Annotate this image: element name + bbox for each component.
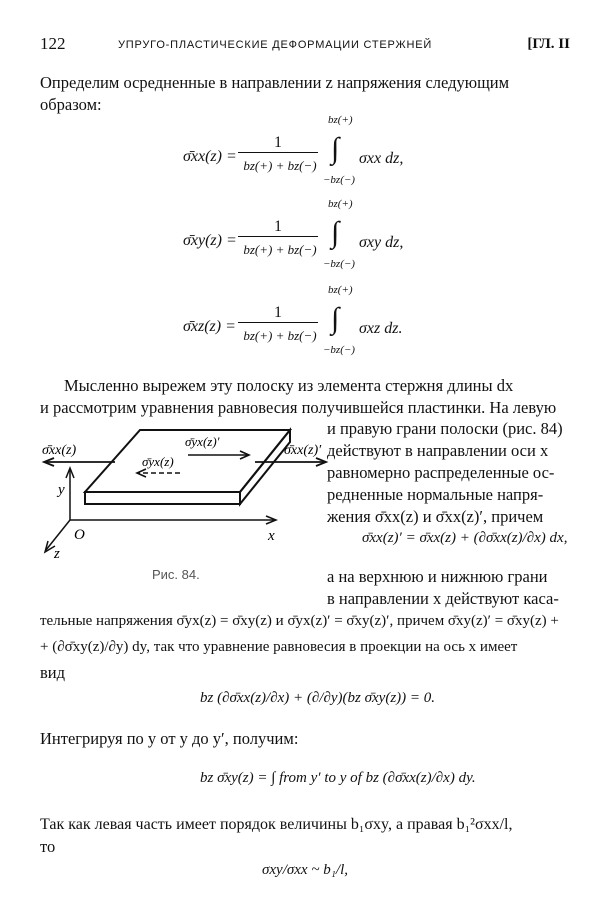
eq3-lhs: σ̄xz(z) =: [183, 318, 236, 335]
para3-line5: вид: [40, 663, 66, 682]
eq2-upper-limit: bz(+): [328, 198, 353, 210]
para1-line1: Определим осредненные в направлении z напряжения следующим: [40, 73, 510, 92]
eq2-integral-sign: ∫: [331, 216, 340, 249]
para2-line2: и рассмотрим уравнения равновесия получившейся пластинки. На левую: [40, 398, 557, 417]
eq3-integrand: σxz dz.: [359, 320, 403, 337]
fig-label-mid-shear: σ̄yx(z): [142, 454, 174, 469]
fig-label-z: z: [54, 546, 60, 560]
para2-line7: жения σ̄xx(z) и σ̄xx(z)′, причем: [327, 507, 544, 526]
para3-line4: + (∂σ̄xy(z)/∂y) dy, так что уравнение равновесия в проекции на ось x имеет: [40, 639, 518, 655]
eq1-denominator: bz(+) + bz(−): [243, 158, 317, 173]
eq2-numerator: 1: [238, 218, 318, 237]
para2-line3: и правую грани полоски (рис. 84): [327, 419, 563, 438]
fig-label-y: y: [58, 482, 65, 498]
para1-line2: образом:: [40, 95, 102, 114]
para2-line6: редненные нормальные напря-: [327, 485, 544, 504]
figure-84: [40, 420, 330, 560]
eq1-numerator: 1: [238, 134, 318, 153]
fig-label-right: σ̄xx(z)′: [284, 443, 322, 458]
plate-front-face: [85, 492, 240, 504]
equation-7: σxy/σxx ~ b₁/l,: [262, 862, 349, 878]
para3-line3: тельные напряжения σ̄yx(z) = σ̄xy(z) и σ̄yx(z)′ = σ̄xy(z)′, причем σ̄xy(z)′ = σ̄xy(z) +: [40, 613, 559, 629]
eq3-denominator: bz(+) + bz(−): [243, 328, 317, 343]
equation-5: bz (∂σ̄xx(z)/∂x) + (∂/∂y)(bz σ̄xy(z)) = 0.: [200, 690, 436, 706]
fig-label-x: x: [268, 528, 275, 544]
page-number: 122: [40, 34, 66, 53]
para4-line1: Интегрируя по y от y до y′, получим:: [40, 729, 299, 748]
eq3-upper-limit: bz(+): [328, 284, 353, 296]
chapter-mark: [ГЛ. II: [527, 36, 570, 52]
eq1-integral-sign: ∫: [331, 132, 340, 165]
eq2-denominator: bz(+) + bz(−): [243, 242, 317, 257]
plate-side-face: [240, 430, 290, 504]
eq1-lower-limit: −bz(−): [323, 174, 355, 186]
para5-line2: то: [40, 837, 56, 856]
para3-line1: а на верхнюю и нижнюю грани: [327, 567, 548, 586]
eq3-numerator: 1: [238, 304, 318, 323]
para3-line2: в направлении x действуют каса-: [327, 589, 559, 608]
para2-line5: равномерно распределенные ос-: [327, 463, 555, 482]
eq2-lower-limit: −bz(−): [323, 258, 355, 270]
para2-line4: действуют в направлении оси x: [327, 441, 549, 460]
eq1-integrand: σxx dz,: [359, 150, 404, 167]
para2-line1: Мысленно вырежем эту полоску из элемента стержня длины dx: [64, 376, 514, 395]
fig-label-left: σ̄xx(z): [42, 443, 77, 458]
para5-line1: Так как левая часть имеет порядок величины b₁σxy, а правая b₁²σxx/l,: [40, 816, 513, 833]
eq3-lower-limit: −bz(−): [323, 344, 355, 356]
figure-caption: Рис. 84.: [152, 567, 200, 582]
eq2-lhs: σ̄xy(z) =: [183, 232, 237, 249]
eq2-integrand: σxy dz,: [359, 234, 404, 251]
eq1-upper-limit: bz(+): [328, 114, 353, 126]
eq1-lhs: σ̄xx(z) =: [183, 148, 237, 165]
eq3-integral-sign: ∫: [331, 302, 340, 335]
fig-label-origin: O: [74, 527, 85, 543]
equation-4: σ̄xx(z)′ = σ̄xx(z) + (∂σ̄xx(z)/∂x) dx,: [362, 530, 568, 546]
equation-6: bz σ̄xy(z) = ∫ from y′ to y of bz (∂σ̄xx(z)/∂x) dy.: [200, 770, 476, 786]
running-title: УПРУГО-ПЛАСТИЧЕСКИЕ ДЕФОРМАЦИИ СТЕРЖНЕЙ: [118, 39, 433, 51]
fig-label-top-shear: σ̄yx(z)′: [185, 434, 220, 449]
